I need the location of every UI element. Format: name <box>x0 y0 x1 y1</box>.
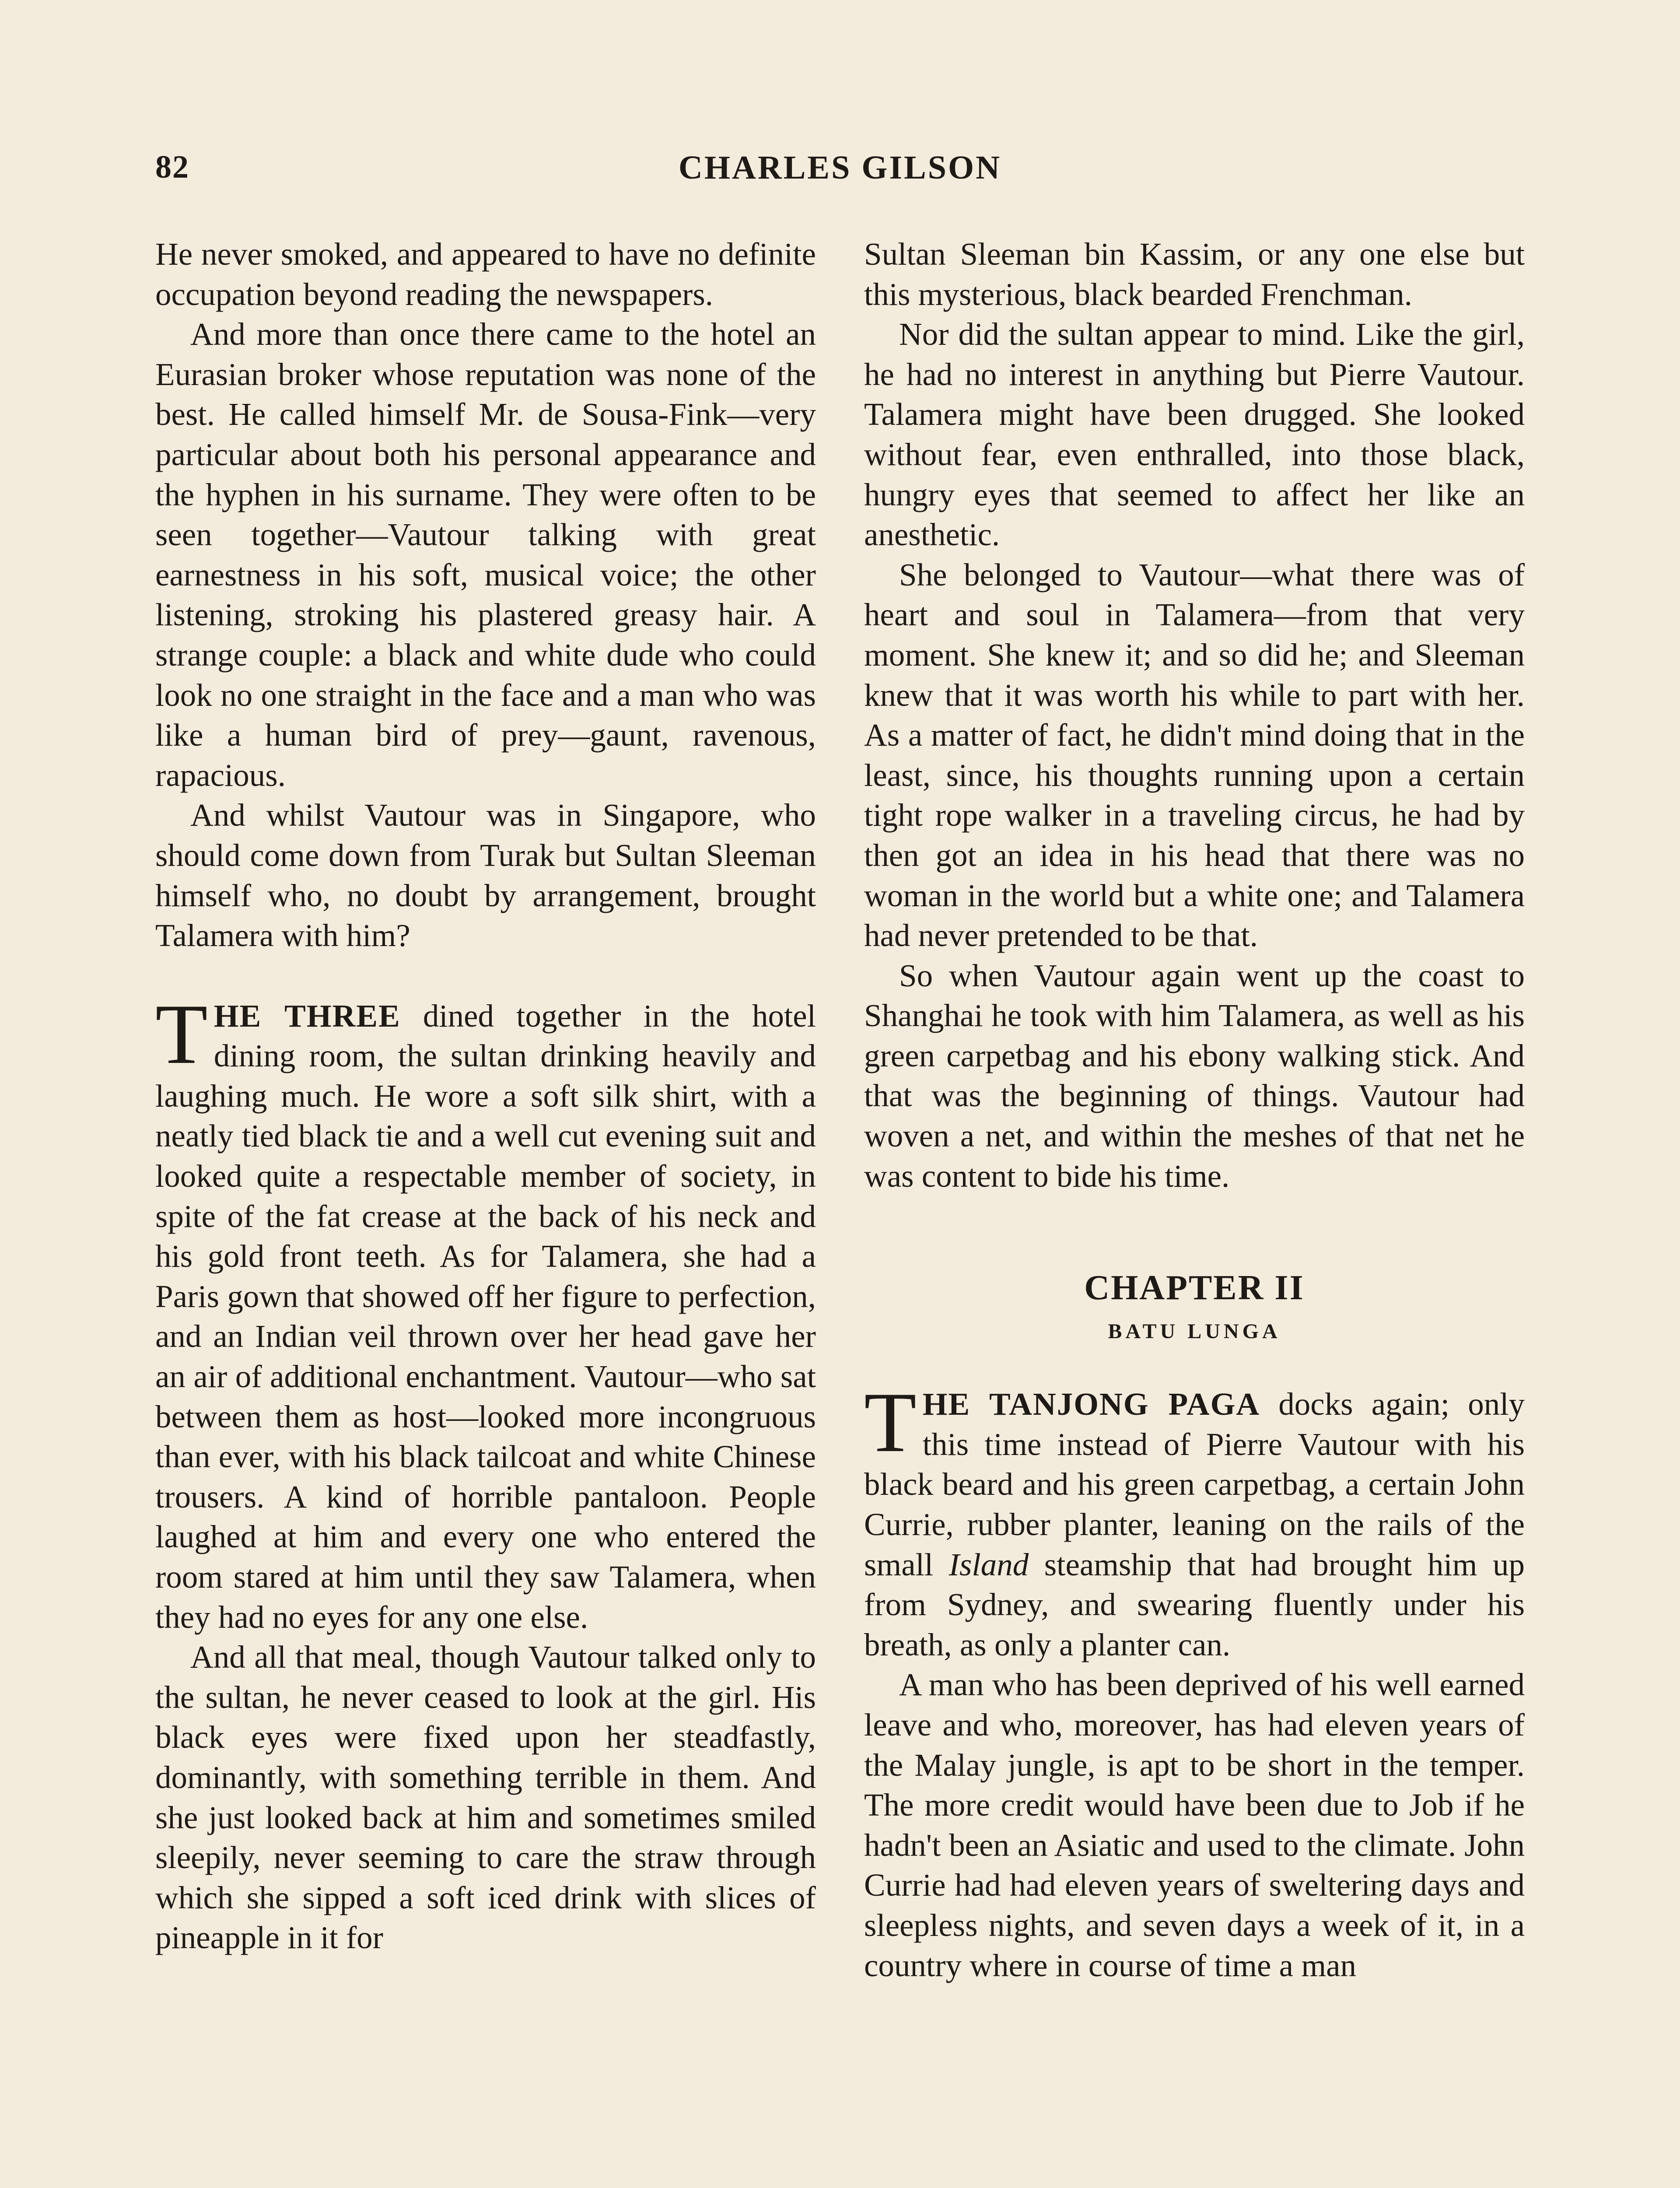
section-break <box>155 956 816 996</box>
paragraph-text: steamship that had brought him up from Sydney, and swearing fluently under his breath, as only a planter can. <box>864 1546 1525 1662</box>
paragraph: Sultan Sleeman bin Kassim, or any one else but this mysterious, black bearded Frenchman. <box>864 236 1525 312</box>
paragraph-text: docks again; only this time instead of Pierre Vautour with his black beard and his green carpetbag, a certain John Currie, rubber planter, leaning on the rails of the small <box>864 1386 1525 1582</box>
paragraph: Nor did the sultan appear to mind. Like the girl, he had no interest in anything but Pierre Vautour. Talamera might have been drugged. She looked without fear, even enthralled, into those black, hungry eyes that seemed to affect her like an anesthetic. <box>864 316 1525 553</box>
paragraph-text: dined together in the hotel dining room, the sultan drinking heavily and laughing much. He wore a soft silk shirt, with a neatly tied black tie and a well cut evening suit and looked quite a respectable member of society, in spite of the fat crease at the back of his neck and his gold front teeth. As for Talamera, she had a Paris gown that showed off her figure to perfection, and an Indian veil thrown over her head gave her an air of additional enchantment. Vautour—who sat between them as host—looked more incongruous than ever, with his black tailcoat and white Chinese trousers. A kind of horrible pantaloon. People laughed at him and every one who entered the room stared at him until they saw Talamera, when they had no eyes for any one else. <box>155 998 816 1635</box>
chapter-heading: CHAPTER II <box>1084 1269 1305 1308</box>
lead-in-text: HE THREE <box>214 998 401 1034</box>
paragraph: And more than once there came to the hotel an Eurasian broker whose reputation was none of the best. He called himself Mr. de Sousa-Fink—very particular about both his personal appearance and the hyphen in his surname. They were often to be seen together—Vautour talking with great earnestness in his soft, musical voice; the other listening, stroking his plastered greasy hair. A strange couple: a black and white dude who could look no one straight in the face and a man who was like a human bird of prey—gaunt, ravenous, rapacious. <box>155 316 816 793</box>
page-header <box>155 149 1525 201</box>
left-column <box>155 234 816 1958</box>
italic-ship-name: Island <box>948 1546 1029 1582</box>
chapter-subtitle: BATU LUNGA <box>1108 1320 1281 1343</box>
paragraph: He never smoked, and appeared to have no definite occupation beyond reading the newspapers. <box>155 236 816 312</box>
paragraph-dropcap <box>864 1375 1525 1665</box>
running-title: CHARLES GILSON <box>678 149 1002 186</box>
drop-cap: T <box>155 986 208 1082</box>
right-column <box>864 234 1525 1985</box>
paragraph: And all that meal, though Vautour talked only to the sultan, he never ceased to look at the girl. His black eyes were fixed upon her steadfastly, dominantly, with something terrible in them. And she just looked back at him and sometimes smiled sleepily, never seeming to care the straw through which she sipped a soft iced drink with slices of pineapple in it for <box>155 1639 816 1956</box>
paragraph: A man who has been deprived of his well earned leave and who, moreover, has had eleven years of the Malay jungle, is apt to be short in the temper. The more credit would have been due to Job if he hadn't been an Asiatic and used to the climate. John Currie had had eleven years of sweltering days and sleepless nights, and seven days a week of it, in a country where in course of time a man <box>864 1667 1525 1983</box>
paragraph-dropcap <box>155 986 816 1637</box>
page-number: 82 <box>155 149 189 185</box>
paragraph: So when Vautour again went up the coast to Shanghai he took with him Talamera, as well as his green carpetbag and his ebony walking stick. And that was the beginning of things. Vautour had woven a net, and within the meshes of that net he was content to bide his time. <box>864 957 1525 1194</box>
lead-in-text: HE TANJONG PAGA <box>922 1386 1260 1422</box>
paragraph: And whilst Vautour was in Singapore, who should come down from Turak but Sultan Sleeman himself who, no doubt by arrangement, brought Talamera with him? <box>155 797 816 954</box>
paragraph: She belonged to Vautour—what there was of heart and soul in Talamera—from that very moment. She knew it; and so did he; and Sleeman knew that it was worth his while to part with her. As a matter of fact, he didn't mind doing that in the least, since, his thoughts running upon a certain tight rope walker in a traveling circus, he had by then got an idea in his head that there was no woman in the world but a white one; and Talamera had never pretended to be that. <box>864 557 1525 954</box>
drop-cap: T <box>864 1375 917 1470</box>
